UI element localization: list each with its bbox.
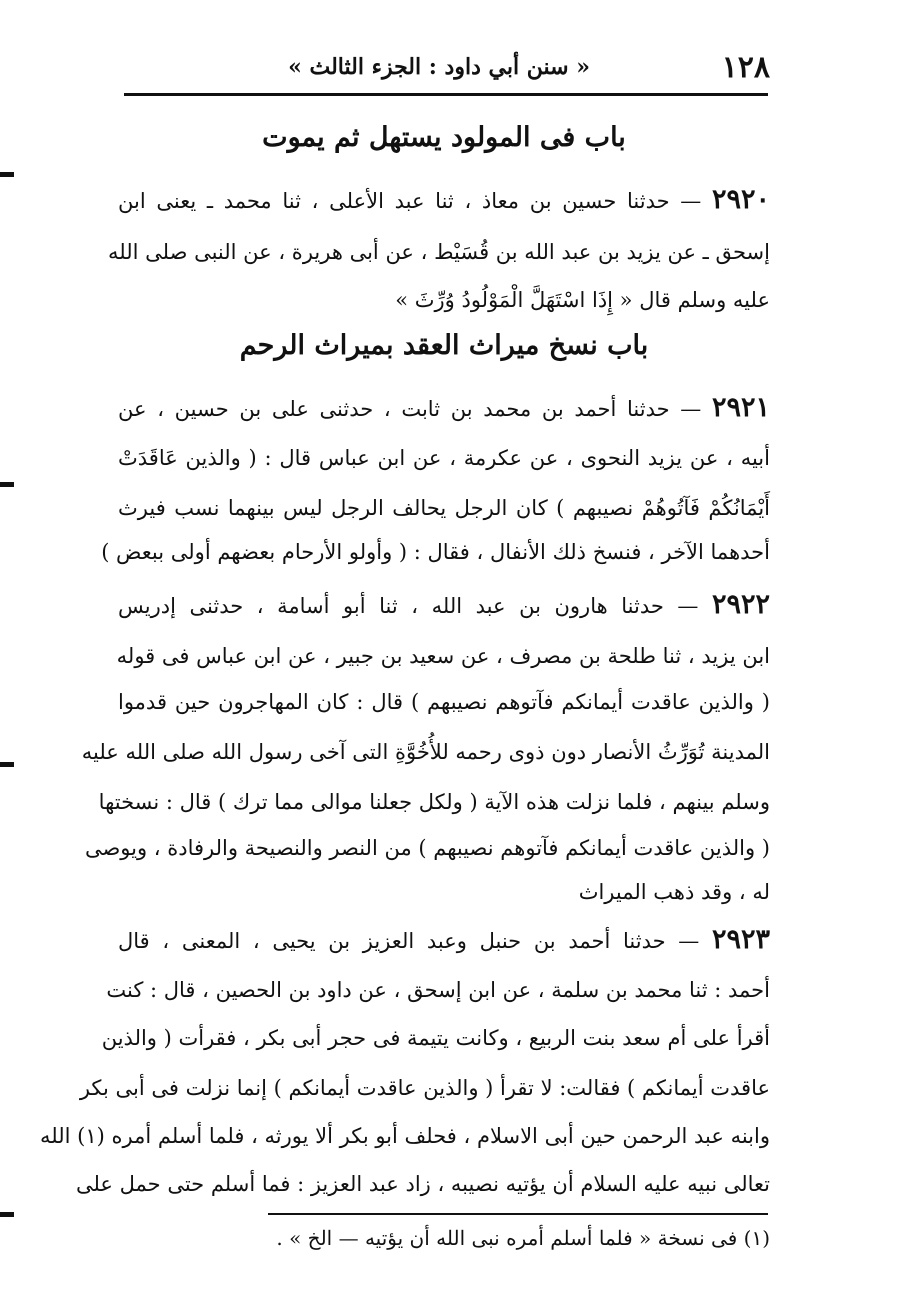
margin-mark <box>0 482 14 487</box>
chapter-title: باب فى المولود يستهل ثم يموت <box>262 122 626 153</box>
margin-mark <box>0 172 14 177</box>
text-line: ( والذين عاقدت أيمانكم فآتوهم نصيبهم ) من النصر والنصيحة والرفادة ، ويوصى <box>84 836 770 860</box>
running-title: « سنن أبي داود : الجزء الثالث » <box>288 54 590 80</box>
hadith-number: ٢٩٢٢ <box>711 589 770 620</box>
text-line: وابنه عبد الرحمن حين أبى الاسلام ، فحلف أبو بكر ألا يورثه ، فلما أسلم أمره (١) الله <box>40 1124 770 1148</box>
header-rule <box>124 93 768 96</box>
text-line: ٢٩٢٢ — حدثنا هارون بن عبد الله ، ثنا أبو أسامة ، حدثنى إدريس <box>118 589 770 620</box>
text-line: أحمد : ثنا محمد بن سلمة ، عن ابن إسحق ، عن داود بن الحصين ، قال : كنت <box>106 978 770 1002</box>
text-line: أَيْمَانُكُمْ فَآتُوهُمْ نصيبهم ) كان الرجل يحالف الرجل ليس بينهما نسب فيرث <box>118 496 770 520</box>
text-line: المدينة تُوَرِّثُ الأنصار دون ذوى رحمه للأُخُوَّةِ التى آخى رسول الله صلى الله عليه <box>81 740 770 764</box>
text-line: عاقدت أيمانكم ) فقالت: لا تقرأ ( والذين عاقدت أيمانكم ) إنما نزلت فى أبى بكر <box>79 1076 770 1100</box>
text-line: أحدهما الآخر ، فنسخ ذلك الأنفال ، فقال : ( وأولو الأرحام بعضهم أولى ببعض ) <box>101 540 770 564</box>
text-line: أبيه ، عن يزيد النحوى ، عن عكرمة ، عن ابن عباس قال : ( والذين عَاقَدَتْ <box>118 446 770 470</box>
text-line: وسلم بينهم ، فلما نزلت هذه الآية ( ولكل جعلنا موالى مما ترك ) قال : نسختها <box>98 790 770 814</box>
hadith-number: ٢٩٢٣ <box>711 924 770 955</box>
text-line: ( والذين عاقدت أيمانكم فآتوهم نصيبهم ) قال : كان المهاجرون حين قدموا <box>118 690 770 714</box>
text-line: إسحق ـ عن يزيد بن عبد الله بن قُسَيْط ، عن أبى هريرة ، عن النبى صلى الله <box>108 240 770 264</box>
page-header <box>118 50 770 90</box>
footnote: (١) فى نسخة « فلما أسلم أمره نبى الله أن يؤتيه — الخ » . <box>276 1226 770 1250</box>
text-line: ٢٩٢٠ — حدثنا حسين بن معاذ ، ثنا عبد الأعلى ، ثنا محمد ـ يعنى ابن <box>118 184 770 215</box>
text-line: تعالى نبيه عليه السلام أن يؤتيه نصيبه ، زاد عبد العزيز : فما أسلم حتى حمل على <box>75 1172 770 1196</box>
text-line: أقرأ على أم سعد بنت الربيع ، وكانت يتيمة فى حجر أبى بكر ، فقرأت ( والذين <box>101 1026 770 1050</box>
margin-mark <box>0 762 14 767</box>
text-line: له ، وقد ذهب الميراث <box>578 880 770 904</box>
margin-mark <box>0 1212 14 1217</box>
chapter-title: باب نسخ ميراث العقد بميراث الرحم <box>239 330 649 361</box>
hadith-number: ٢٩٢١ <box>711 392 770 423</box>
footnote-rule <box>268 1213 768 1215</box>
hadith-number: ٢٩٢٠ <box>711 184 770 215</box>
text-line: ٢٩٢١ — حدثنا أحمد بن محمد بن ثابت ، حدثنى على بن حسين ، عن <box>118 392 770 423</box>
text-line: ابن يزيد ، ثنا طلحة بن مصرف ، عن سعيد بن جبير ، عن ابن عباس فى قوله <box>116 644 770 668</box>
text-line: ٢٩٢٣ — حدثنا أحمد بن حنبل وعبد العزيز بن يحيى ، المعنى ، قال <box>118 924 770 955</box>
text-line: عليه وسلم قال « إِذَا اسْتَهَلَّ الْمَوْلُودُ وُرِّثَ » <box>395 288 770 312</box>
page-number: ١٢٨ <box>721 50 770 85</box>
